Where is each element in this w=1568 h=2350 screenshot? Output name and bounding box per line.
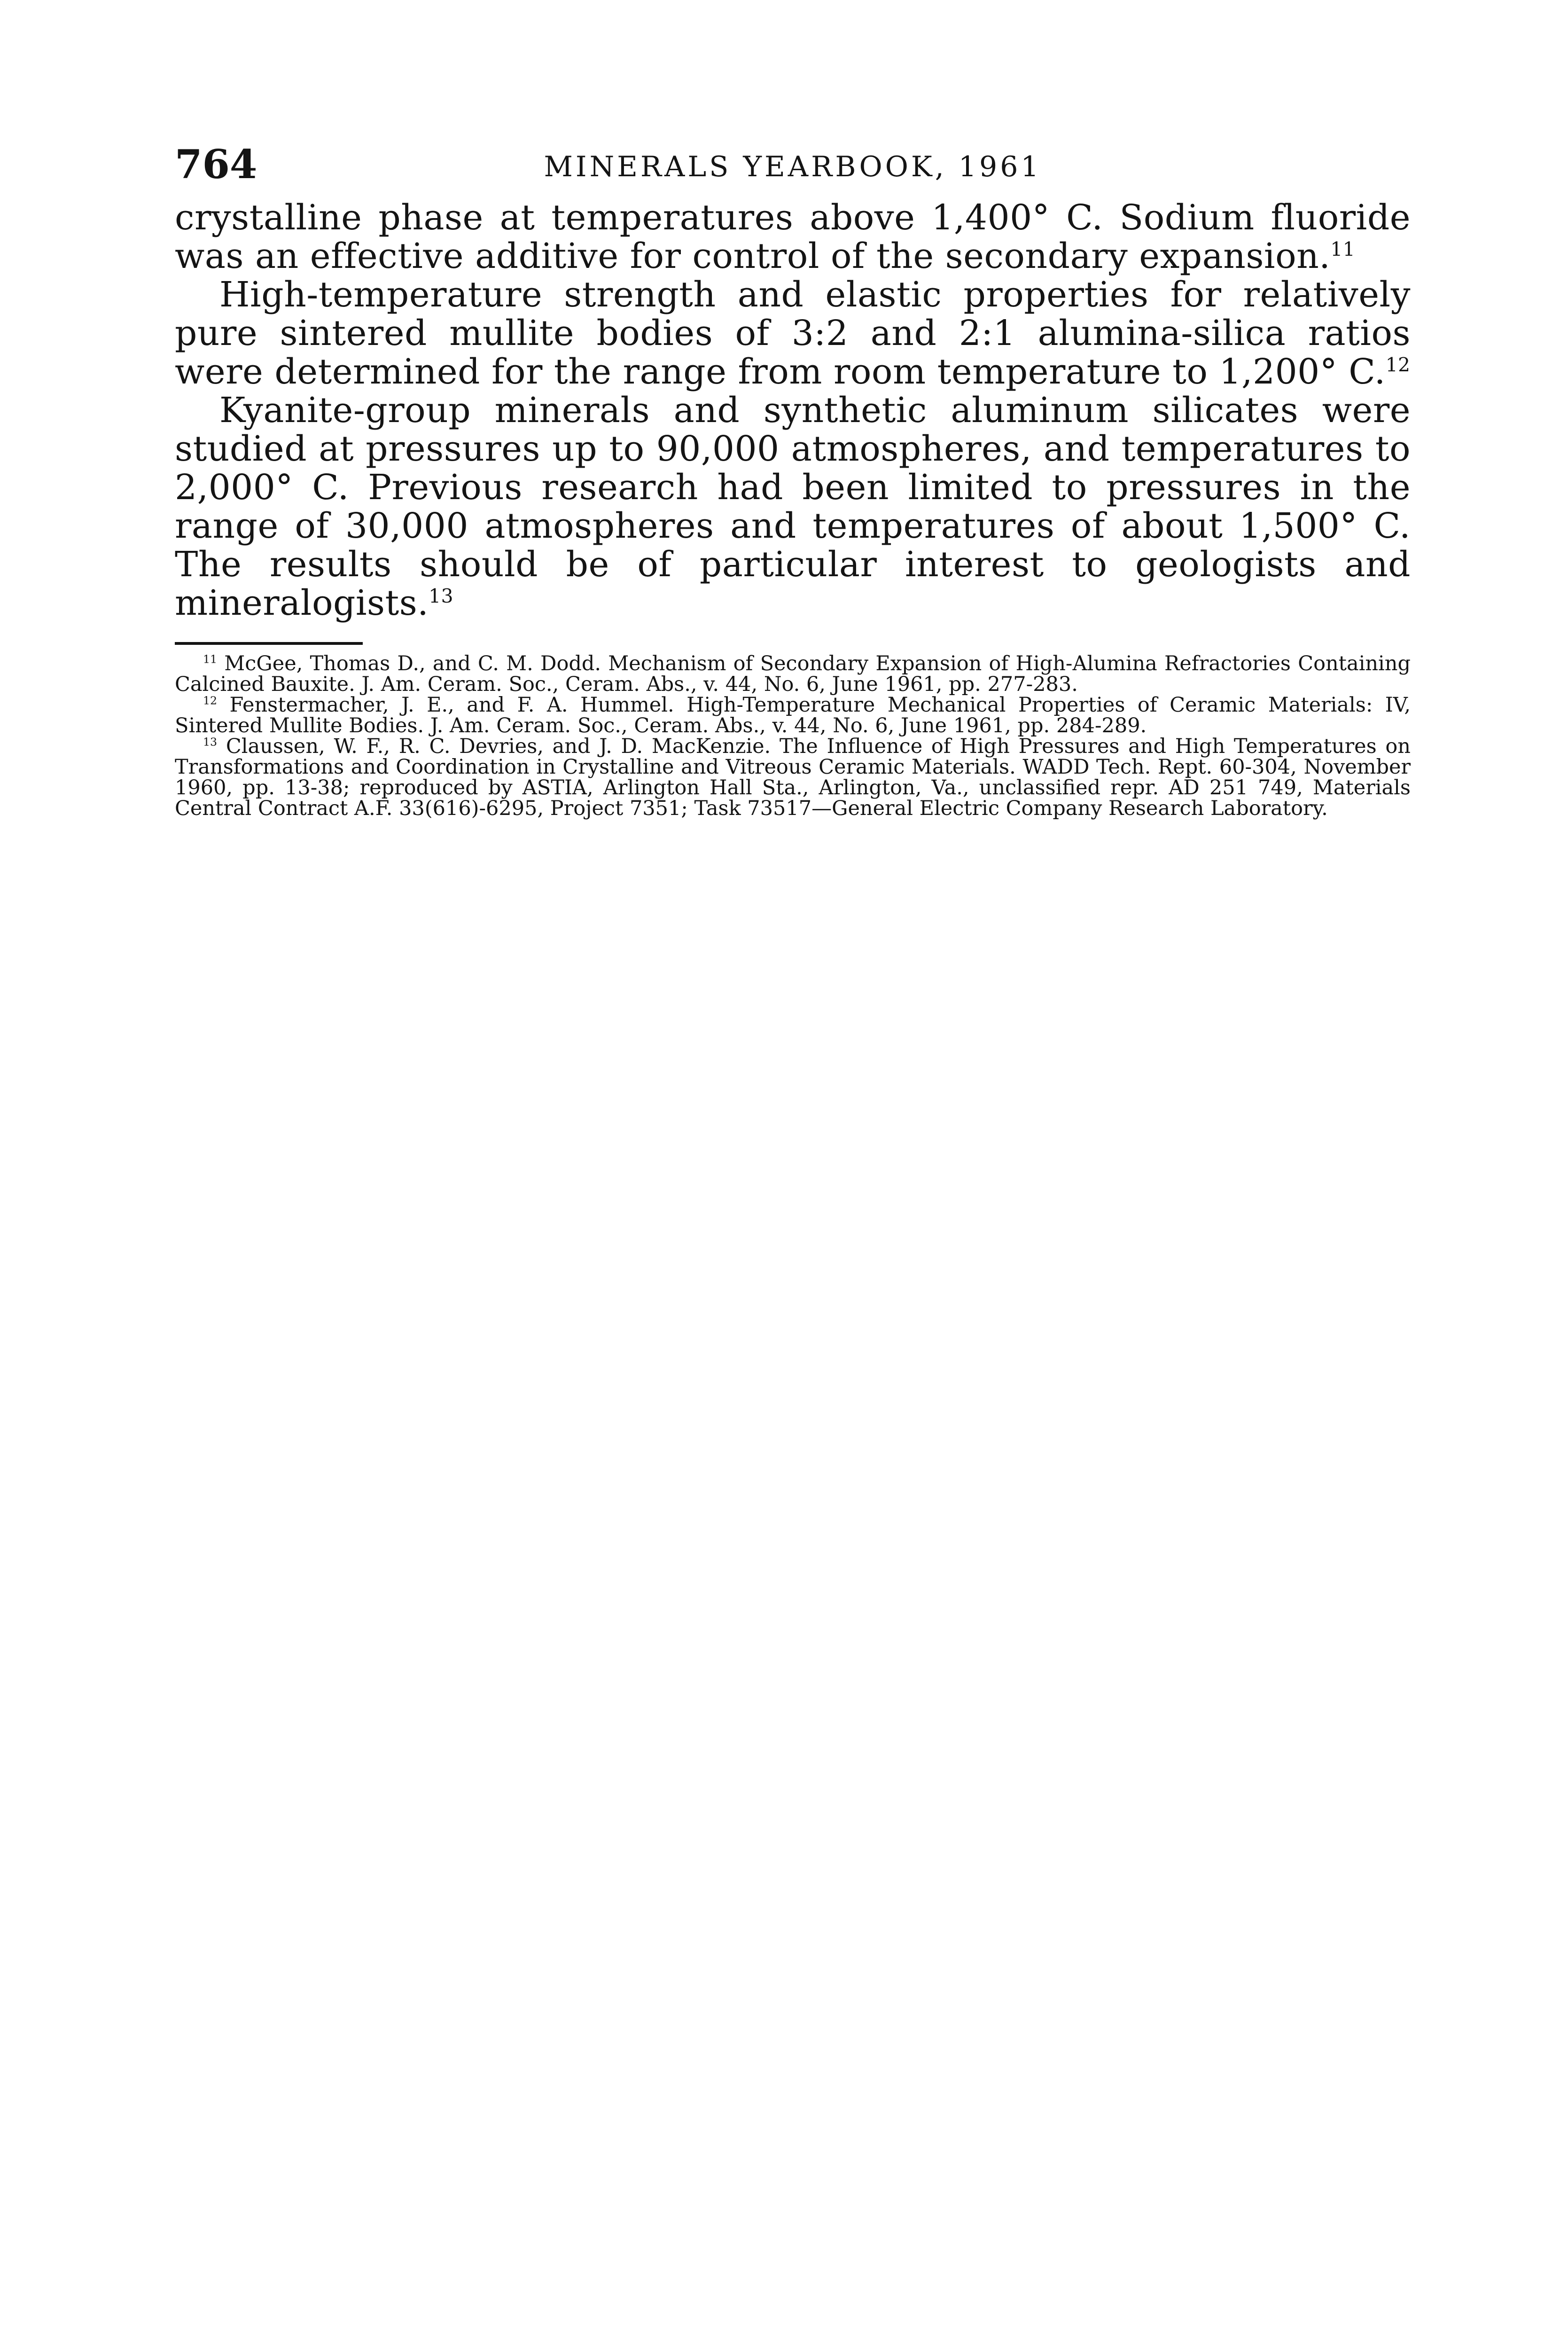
paragraph-2-text: High-temperature strength and elastic properties for relatively pure sintered mullite bodies of 3:2 and 2:1 alumina-silica ratios were determined for the range from room temperature to 1,200° C. — [175, 274, 1411, 392]
footnote-13 — [175, 736, 1411, 819]
footnote-text: Claussen, W. F., R. C. Devries, and J. D. MacKenzie. The Influence of High Pressures and High Temperatures on Transformations and Coordination in Crystalline and Vitreous Ceramic Materials. WADD Tech. Rept. 60-304, November 1960, pp. 13-38; reproduced by ASTIA, Arlington Hall Sta., Arlington, Va., unclassified repr. AD 251 749, Materials Central Contract A.F. 33(616)-6295, Project 7351; Task 73517—General Electric Company Research Laboratory. — [175, 735, 1411, 820]
running-header — [175, 141, 1411, 193]
footnote-ref-11: 11 — [1330, 238, 1356, 261]
paragraph-3-text: Kyanite-group minerals and synthetic aluminum silicates were studied at pressures up to 90,000 atmospheres, and temperatures to 2,000° C. Previous research had been limited to pressures in the range of 30,000 atmospheres and temperatures of about 1,500° C. The results should be of particular interest to geologists and mineralogists. — [175, 390, 1411, 623]
paragraph-1-text: crystalline phase at temperatures above 1,400° C. Sodium fluoride was an effective additive for control of the secondary expansion. — [175, 197, 1411, 276]
footnote-12 — [175, 695, 1411, 736]
running-title: MINERALS YEARBOOK, 1961 — [544, 150, 1042, 183]
body-text — [175, 198, 1411, 622]
footnote-text: McGee, Thomas D., and C. M. Dodd. Mechanism of Secondary Expansion of High-Alumina Refractories Containing Calcined Bauxite. J. Am. Ceram. Soc., Ceram. Abs., v. 44, No. 6, June 1961, pp. 277-283. — [175, 652, 1411, 696]
footnote-marker: 13 — [203, 735, 218, 749]
paragraph-3 — [175, 391, 1411, 622]
page-number: 764 — [175, 141, 257, 188]
paragraph-1 — [175, 198, 1411, 275]
document-page — [175, 141, 1411, 819]
paragraph-2 — [175, 275, 1411, 391]
footnote-ref-13: 13 — [429, 585, 454, 608]
footnote-marker: 11 — [203, 652, 218, 666]
footnote-marker: 12 — [203, 694, 218, 707]
footnote-ref-12: 12 — [1385, 353, 1411, 376]
footnote-divider — [175, 642, 363, 645]
footnote-text: Fenstermacher, J. E., and F. A. Hummel. High-Temperature Mechanical Properties of Ceramic Materials: IV, Sintered Mullite Bodies. J. Am. Ceram. Soc., Ceram. Abs., v. 44, No. 6, June 1961, pp. 284-289. — [175, 693, 1411, 737]
footnotes — [175, 653, 1411, 819]
footnote-11 — [175, 653, 1411, 695]
